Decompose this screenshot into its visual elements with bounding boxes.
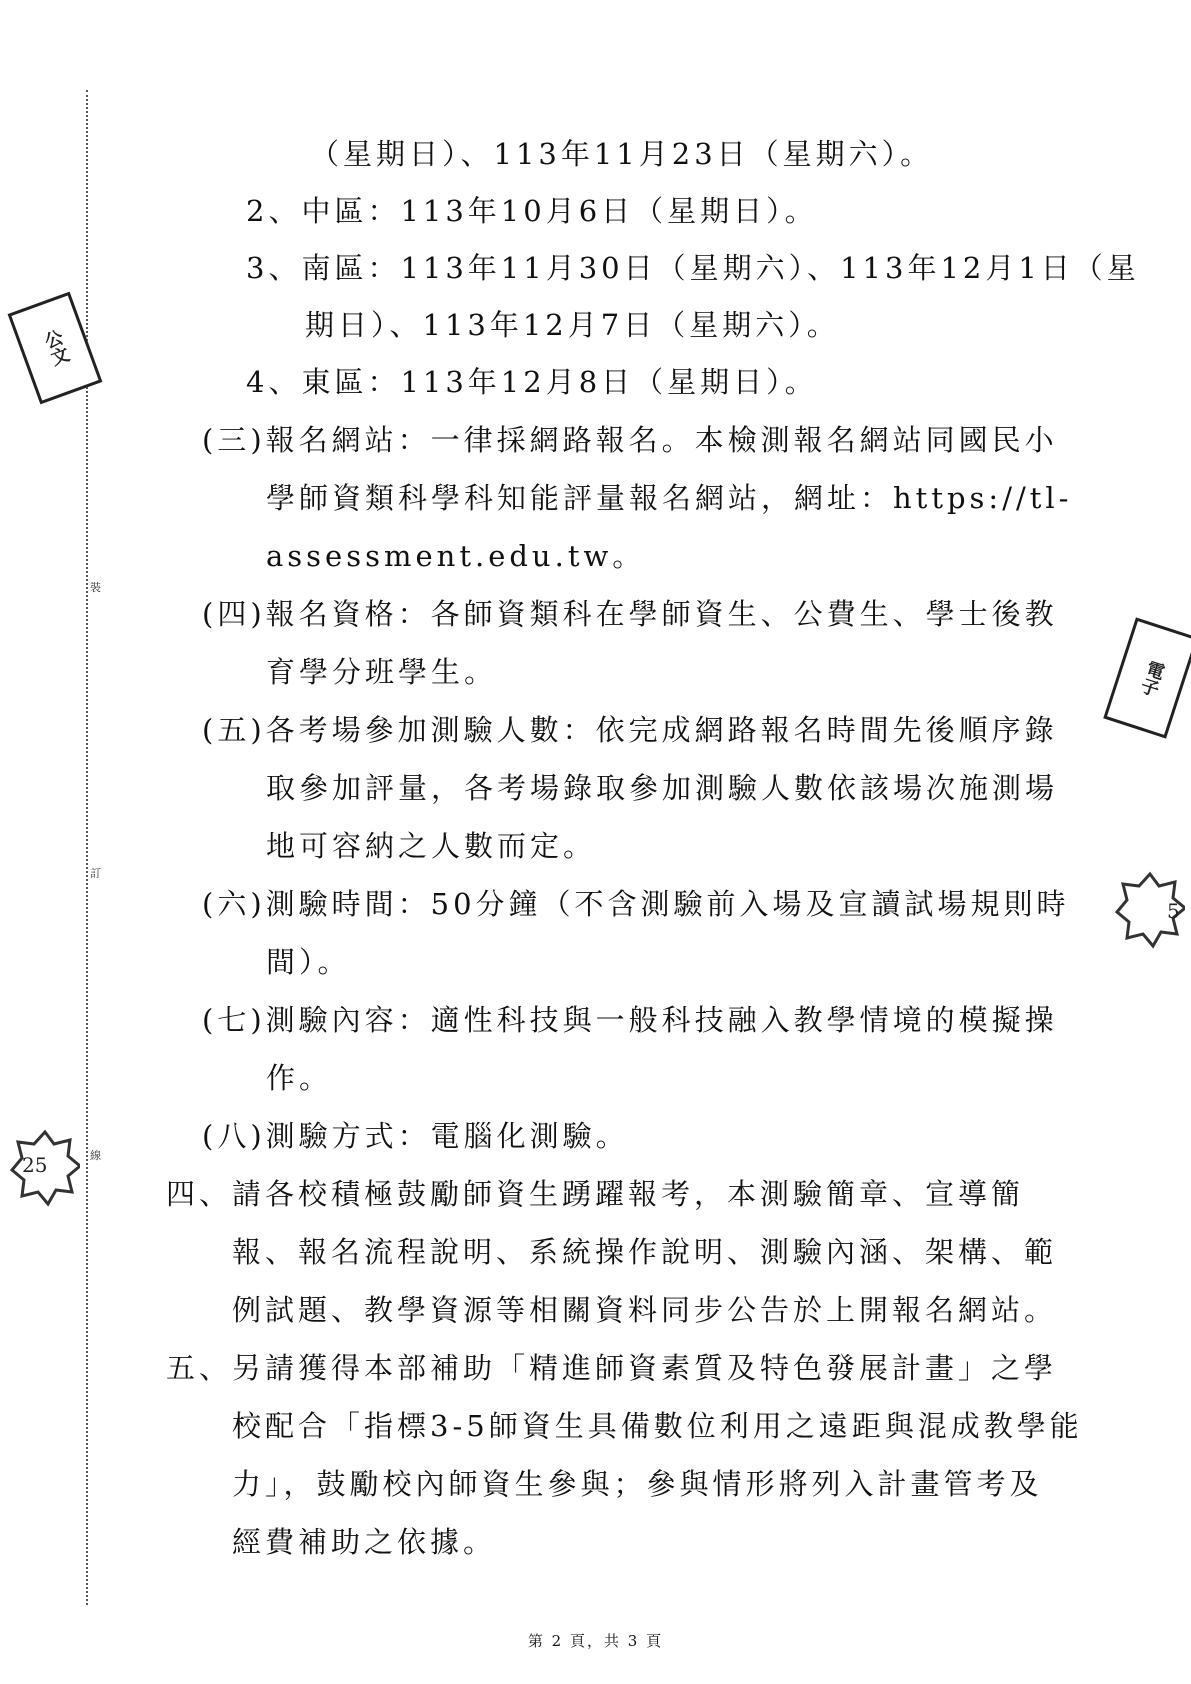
svg-text:25: 25 xyxy=(22,1153,48,1177)
binding-mark-xian: 線 xyxy=(90,1149,101,1162)
text-line-18: (八)測驗方式：電腦化測驗。 xyxy=(202,1119,629,1153)
text-line-13: 地可容納之人數而定。 xyxy=(266,829,597,863)
text-line-2: 2、中區：113年10月6日（星期日）。 xyxy=(246,194,818,228)
text-line-5: 4、東區：113年12月8日（星期日）。 xyxy=(246,365,818,399)
seal-right-number xyxy=(1115,870,1185,950)
seal-left-number xyxy=(10,1128,80,1208)
text-line-17: 作。 xyxy=(266,1061,333,1095)
text-line-20: 報、報名流程說明、系統操作說明、測驗內涵、架構、範 xyxy=(232,1235,1058,1269)
seal-stamp-left-top: 公文 xyxy=(8,292,103,405)
text-line-8: assessment.edu.tw。 xyxy=(266,539,646,573)
binding-mark-zhuang: 裝 xyxy=(90,581,101,594)
text-line-7: 學師資類科學科知能評量報名網站，網址：https://tl- xyxy=(266,481,1073,515)
text-line-25: 經費補助之依據。 xyxy=(232,1525,497,1559)
text-line-22: 五、另請獲得本部補助「精進師資素質及特色發展計畫」之學 xyxy=(166,1351,1058,1385)
text-line-1: （星期日）、113年11月23日（星期六）。 xyxy=(310,137,934,171)
text-line-21: 例試題、教學資源等相關資料同步公告於上開報名網站。 xyxy=(232,1293,1058,1327)
seal-stamp-right-mid: 電子 xyxy=(1103,617,1191,738)
binding-line xyxy=(86,90,88,1605)
text-line-24: 力」，鼓勵校內師資生參與；參與情形將列入計畫管考及 xyxy=(232,1467,1043,1501)
text-line-11: (五)各考場參加測驗人數：依完成網路報名時間先後順序錄 xyxy=(202,713,1058,747)
text-line-23: 校配合「指標3-5師資生具備數位利用之遠距與混成教學能 xyxy=(232,1409,1083,1443)
text-line-4: 期日）、113年12月7日（星期六）。 xyxy=(305,308,840,342)
text-line-10: 育學分班學生。 xyxy=(266,655,498,689)
text-line-14: (六)測驗時間：50分鐘（不含測驗前入場及宣讀試場規則時 xyxy=(202,887,1070,921)
text-line-12: 取參加評量，各考場錄取參加測驗人數依該場次施測場 xyxy=(266,771,1059,805)
text-line-19: 四、請各校積極鼓勵師資生踴躍報考，本測驗簡章、宣導簡 xyxy=(166,1177,1025,1211)
text-line-15: 間）。 xyxy=(266,945,351,979)
svg-text:5: 5 xyxy=(1167,899,1180,923)
text-line-9: (四)報名資格：各師資類科在學師資生、公費生、學士後教 xyxy=(202,597,1058,631)
text-line-16: (七)測驗內容：適性科技與一般科技融入教學情境的模擬操 xyxy=(202,1003,1058,1037)
text-line-3: 3、南區：113年11月30日（星期六）、113年12月1日（星 xyxy=(246,251,1140,285)
binding-mark-ding: 訂 xyxy=(90,867,101,880)
text-line-6: (三)報名網站：一律採網路報名。本檢測報名網站同國民小 xyxy=(202,423,1058,457)
page-footer: 第 2 頁，共 3 頁 xyxy=(527,1632,664,1650)
